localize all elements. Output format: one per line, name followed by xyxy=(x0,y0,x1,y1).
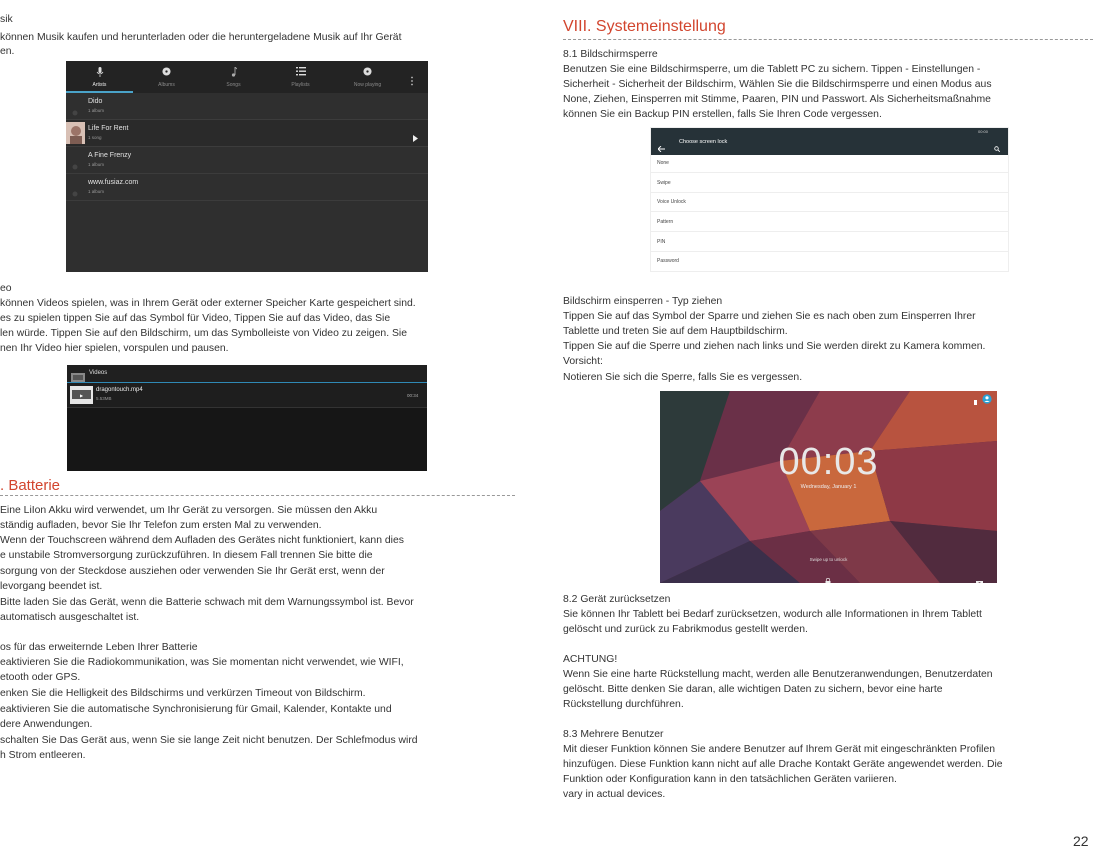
music-heading: sik xyxy=(0,14,13,25)
video-text-1: können Videos spielen, was in Ihrem Gerät oder externer Speicher Karte gespeichert sind. xyxy=(0,298,416,309)
album-art-thumbnail xyxy=(66,122,85,144)
now-playing-icon xyxy=(334,67,401,78)
video-heading: eo xyxy=(0,283,12,294)
battery-text-5: sorgung von der Steckdose ausziehen oder verwenden Sie Ihr Gerät erst, wenn der xyxy=(0,566,385,577)
list-item[interactable] xyxy=(66,174,428,201)
video-text-3: len würde. Tippen Sie auf den Bildschirm, um das Symbolleiste von Video zu zeigen. Sie xyxy=(0,328,407,339)
list-item-title: A Fine Frenzy xyxy=(88,152,132,159)
music-note-icon xyxy=(200,67,267,79)
artist-icon xyxy=(72,157,78,163)
overflow-menu-icon[interactable] xyxy=(410,73,416,83)
microphone-icon xyxy=(66,67,133,79)
lock-heading: 8.1 Bildschirmsperre xyxy=(563,49,658,60)
warning-heading: ACHTUNG! xyxy=(563,654,618,665)
video-file-name: dragontouch.mp4 xyxy=(96,387,143,393)
lock-text-4: können Sie ein Backup PIN erstellen, falls Sie Ihren Code vergessen. xyxy=(563,109,882,120)
lock-title: Choose screen lock xyxy=(679,139,728,145)
tips-text-2: etooth oder GPS. xyxy=(0,672,81,683)
tab-now-playing[interactable] xyxy=(334,61,401,93)
section-heading: VIII. Systemeinstellung xyxy=(563,18,726,35)
swipe-text-4: Notieren Sie sich die Sperre, falls Sie es vergessen. xyxy=(563,372,803,383)
camera-icon[interactable] xyxy=(976,573,983,583)
lock-option-voice-unlock[interactable]: Voice Unlock xyxy=(657,199,686,205)
users-heading: 8.3 Mehrere Benutzer xyxy=(563,729,664,740)
music-tab-bar xyxy=(66,61,428,93)
tips-text-1: eaktivieren Sie die Radiokommunikation, was Sie momentan nicht verwendet, wie WIFI, xyxy=(0,657,404,668)
list-item-sub: 1 song xyxy=(88,135,102,140)
video-duration: 00:34 xyxy=(407,393,419,398)
list-item[interactable] xyxy=(66,147,428,174)
lock-text-1: Benutzen Sie eine Bildschirmsperre, um die Tablett PC zu sichern. Tippen - Einstellungen - xyxy=(563,64,981,75)
lockscreen-date: Wednesday, January 1 xyxy=(800,484,857,490)
battery-heading: . Batterie xyxy=(0,477,61,494)
divider xyxy=(651,172,1008,173)
play-arrow-icon[interactable] xyxy=(413,129,418,147)
battery-text-1: Eine LiIon Akku wird verwendet, um Ihr Gerät zu versorgen. Sie müssen den Akku xyxy=(0,505,378,516)
battery-text-4: e unstabile Stromversorgung zurückzuführen. In diesem Fall trennen Sie bitte die xyxy=(0,550,373,561)
lockscreen-screenshot xyxy=(660,391,997,583)
tips-heading: os für das erweiternde Leben Ihrer Batterie xyxy=(0,642,198,653)
status-time: 00:00 xyxy=(978,129,989,134)
swipe-heading: Bildschirm einsperren - Typ ziehen xyxy=(563,296,723,307)
back-arrow-icon[interactable] xyxy=(658,139,665,157)
lockscreen-clock: 00:03 xyxy=(778,441,879,483)
warning-text-3: Rückstellung durchführen. xyxy=(563,699,684,710)
users-text-3: Funktion oder Konfiguration kann in den tatsächlichen Geräten variieren. xyxy=(563,774,897,785)
warning-text-1: Wenn Sie eine harte Rückstellung macht, werden alle Benutzeranwendungen, Benutzerdaten xyxy=(563,669,993,680)
divider xyxy=(563,39,1093,40)
page-number: 22 xyxy=(1073,833,1089,849)
list-item-title: Dido xyxy=(88,98,103,105)
tips-text-5: dere Anwendungen. xyxy=(0,719,93,730)
swipe-hint: Swipe up to unlock xyxy=(809,557,848,562)
reset-heading: 8.2 Gerät zurücksetzen xyxy=(563,594,671,605)
tab-artists[interactable] xyxy=(66,61,133,93)
lock-text-3: None, Ziehen, Einsperren mit Stimme, Paaren, PIN und Passwort. Als Sicherheitsmaßnahme xyxy=(563,94,991,105)
lock-action-bar xyxy=(651,128,1008,155)
battery-text-7: Bitte laden Sie das Gerät, wenn die Batterie schwach mit dem Warnungssymbol ist. Bevor xyxy=(0,597,414,608)
users-text-2: hinzufügen. Diese Funktion kann nicht auf alle Drache Kontakt Geräte angewendet werden. Die xyxy=(563,759,1003,770)
video-app-title: Videos xyxy=(89,370,108,376)
tips-text-3: enken Sie die Helligkeit des Bildschirms und verkürzen Timeout von Bildschirm. xyxy=(0,688,366,699)
video-thumbnail xyxy=(70,386,93,404)
list-item-title: Life For Rent xyxy=(88,125,129,132)
artist-icon xyxy=(72,184,78,190)
video-file-size: 5.53MB xyxy=(96,396,112,401)
music-text-2: en. xyxy=(0,46,15,57)
list-item[interactable] xyxy=(66,120,428,147)
battery-text-2: ständig aufladen, bevor Sie Ihr Telefon zum ersten Mal zu verwenden. xyxy=(0,520,322,531)
divider xyxy=(651,211,1008,212)
divider xyxy=(0,495,515,496)
list-item-sub: 1 album xyxy=(88,108,105,113)
tab-albums-label: Albums xyxy=(158,82,175,88)
tab-songs[interactable] xyxy=(200,61,267,93)
battery-text-6: levorgang beendet ist. xyxy=(0,581,103,592)
list-item-sub: 1 album xyxy=(88,162,105,167)
video-text-4: nen Ihr Video hier spielen, vorspulen und pausen. xyxy=(0,343,229,354)
divider xyxy=(651,251,1008,252)
video-text-2: es zu spielen tippen Sie auf das Symbol für Video, Tippen Sie auf das Video, das Sie xyxy=(0,313,391,324)
swipe-text-2: Tablette und treten Sie auf dem Hauptbildschirm. xyxy=(563,326,788,337)
tab-playlists-label: Playlists xyxy=(291,82,310,88)
playlist-icon xyxy=(267,67,334,78)
disc-icon xyxy=(133,67,200,78)
tips-text-7: h Strom entleeren. xyxy=(0,750,86,761)
video-action-bar xyxy=(67,365,427,383)
battery-status-icon xyxy=(974,392,977,410)
tips-text-4: eaktivieren Sie die automatische Synchronisierung für Gmail, Kalender, Kontakte und xyxy=(0,704,392,715)
video-list-item[interactable] xyxy=(67,383,427,408)
reset-text-2: gelöscht und zurück zu Fabrikmodus gestellt werden. xyxy=(563,624,808,635)
swipe-text-3: Tippen Sie auf die Sperre und ziehen nach links und Sie werden direkt zu Kamera kommen. xyxy=(563,341,986,352)
tab-playlists[interactable] xyxy=(267,61,334,93)
divider xyxy=(651,231,1008,232)
tips-text-6: schalten Sie Das Gerät aus, wenn Sie sie lange Zeit nicht benutzen. Der Schlefmodus wird xyxy=(0,735,418,746)
battery-text-8: automatisch ausgeschaltet ist. xyxy=(0,612,140,623)
swipe-caution: Vorsicht: xyxy=(563,356,603,367)
svg-text:▶: ▶ xyxy=(79,393,84,398)
list-item-sub: 1 album xyxy=(88,189,105,194)
reset-text-1: Sie können Ihr Tablett bei Bedarf zurücksetzen, wodurch alle Informationen in Ihrem Tablett xyxy=(563,609,982,620)
video-app-screenshot xyxy=(67,365,427,471)
tab-now-playing-label: Now playing xyxy=(353,82,382,88)
music-text-1: können Musik kaufen und herunterladen oder die heruntergeladene Musik auf Ihr Gerät xyxy=(0,32,402,43)
divider xyxy=(651,192,1008,193)
battery-text-3: Wenn der Touchscreen während dem Aufladen des Gerätes nicht funktioniert, kann dies xyxy=(0,535,404,546)
lock-option-none[interactable]: None xyxy=(657,160,669,166)
artist-icon xyxy=(72,103,78,109)
lock-option-pattern[interactable]: Pattern xyxy=(657,219,674,225)
user-avatar-icon[interactable] xyxy=(982,391,992,409)
list-item[interactable] xyxy=(66,93,428,120)
lock-option-pin[interactable]: PIN xyxy=(657,239,666,245)
tab-albums[interactable] xyxy=(133,61,200,93)
users-text-4: vary in actual devices. xyxy=(563,789,666,800)
users-text-1: Mit dieser Funktion können Sie andere Benutzer auf Ihrem Gerät mit eingeschränkten Profilen xyxy=(563,744,996,755)
warning-text-2: gelöscht. Bitte denken Sie daran, alle wichtigen Daten zu sichern, bevor eine harte xyxy=(563,684,943,695)
tab-artists-label: Artists xyxy=(92,82,107,88)
lock-option-swipe[interactable]: Swipe xyxy=(657,180,671,186)
lock-icon[interactable] xyxy=(825,572,831,583)
lock-text-2: Sicherheit - Sicherheit der Bildschirm, Wählen Sie die Bildschirmsperre und einen Modus aus xyxy=(563,79,992,90)
choose-screen-lock-screenshot xyxy=(650,127,1009,272)
swipe-text-1: Tippen Sie auf das Symbol der Sparre und ziehen Sie es nach oben zum Einsperren Ihrer xyxy=(563,311,976,322)
list-item-title: www.fusiaz.com xyxy=(88,179,139,186)
music-app-screenshot xyxy=(66,61,428,272)
lock-option-password[interactable]: Password xyxy=(657,258,679,264)
tab-songs-label: Songs xyxy=(226,82,241,88)
search-icon[interactable] xyxy=(994,139,1000,157)
